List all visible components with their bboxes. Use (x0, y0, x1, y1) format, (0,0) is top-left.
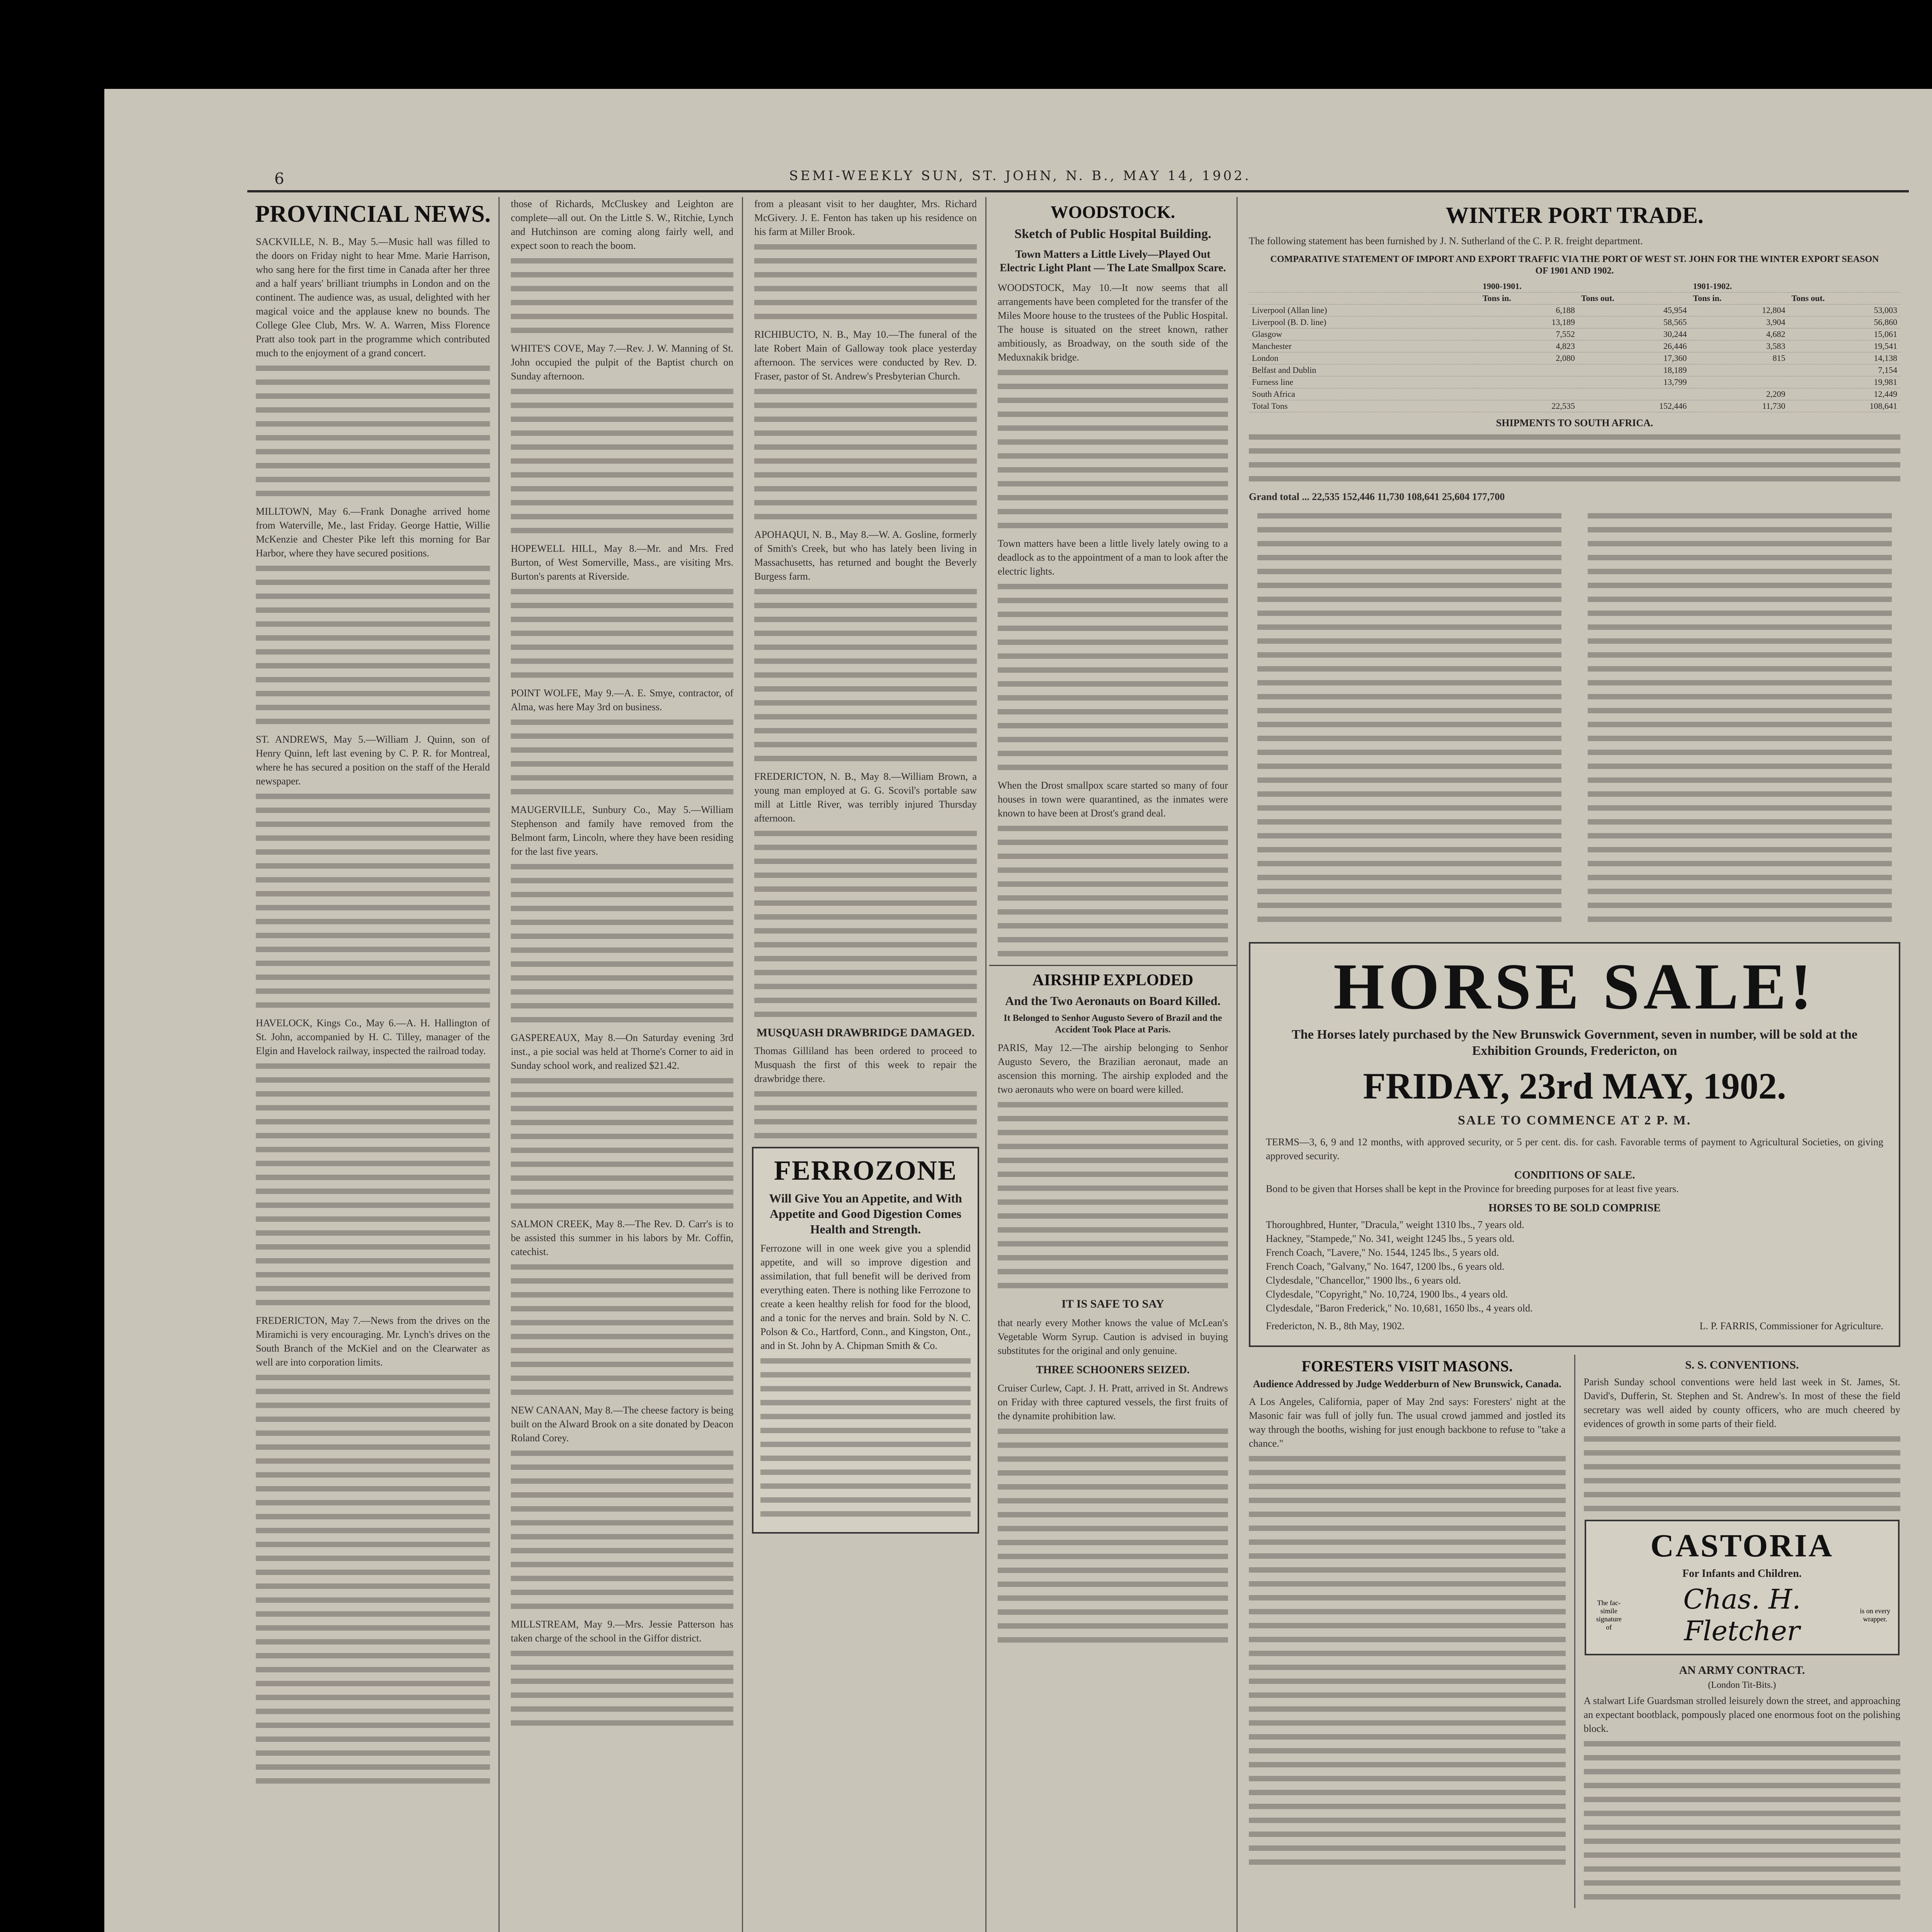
filler-text (998, 826, 1228, 956)
filler-text (998, 370, 1228, 528)
horse-sale-time: SALE TO COMMENCE AT 2 P. M. (1458, 1113, 1692, 1128)
article-foresters: A Los Angeles, California, paper of May 2nd says: Foresters' night at the Masonic fair was full of jolly fun. The usual crowd jammed and jostled its way through the booths, wishing for just enough backbone to refuse to "take a chance." (1249, 1396, 1566, 1449)
article-visit: from a pleasant visit to her daughter, Mrs. Richard McGivery. J. E. Fenton has taken up his residence on his farm at Miller Brook. (754, 198, 977, 237)
headline-woodstock: WOODSTOCK. (1050, 202, 1175, 222)
filler-text (511, 1264, 733, 1395)
article-richibucto: RICHIBUCTO, N. B., May 10.—The funeral of the late Robert Main of Galloway took place yesterday afternoon. The services were conducted by Rev. D. Fraser, pastor of St. Andrew's Presbyterian Church. (754, 329, 977, 382)
filler-text (256, 794, 490, 1008)
filler-text (256, 1063, 490, 1305)
table-header-tons-out: Tons out. (1578, 293, 1690, 304)
filler-text (998, 584, 1228, 770)
filler-text (754, 831, 977, 1017)
table-row (1249, 352, 1900, 364)
table-cell-tons (1578, 388, 1690, 400)
table-cell-tons: 108,641 (1788, 400, 1900, 412)
winter-port-table-wrap (1240, 281, 1909, 412)
filler-text (754, 1091, 977, 1138)
column-woodstock (989, 197, 1238, 1932)
column-3 (746, 197, 986, 1932)
table-cell-tons (1690, 376, 1788, 388)
article-airship: PARIS, May 12.—The airship belonging to Senhor Augusto Severo, the Brazilian aeronaut, made an ascension this morning. The airship exploded and the two aeronauts who were on board were killed. (998, 1042, 1228, 1095)
ferrozone-ad (752, 1147, 979, 1534)
table-cell-port: Total Tons (1249, 400, 1480, 412)
horse-list-item: Clydesdale, "Baron Frederick," No. 10,681, 1650 lbs., 4 years old. (1266, 1302, 1533, 1314)
horse-list-item: Clydesdale, "Chancellor," 1900 lbs., 6 years old. (1266, 1274, 1461, 1286)
filler-text (511, 719, 733, 794)
horse-list-item: French Coach, "Galvany," No. 1647, 1200 lbs., 6 years old. (1266, 1260, 1505, 1272)
castoria-title: CASTORIA (1650, 1528, 1834, 1564)
winter-port-grand-total: Grand total ... 22,535 152,446 11,730 108,641 25,604 177,700 (1249, 491, 1505, 502)
table-cell-port: Liverpool (B. D. line) (1249, 316, 1480, 328)
shipments-heading: SHIPMENTS TO SOUTH AFRICA. (1496, 417, 1653, 429)
castoria-sig-pre: The fac-simile signature of (1596, 1599, 1622, 1631)
horse-sale-list-heading: HORSES TO BE SOLD COMPRISE (1488, 1202, 1661, 1214)
table-cell-tons: 4,682 (1690, 328, 1788, 340)
article-woodstock-hospital: WOODSTOCK, May 10.—It now seems that all arrangements have been completed for the transfer of the Miles Moore house to the trustees of the Public Hospital. The house is situated on the street known, rather ambitiously, as Broadway, on the south side of the Meduxnakik bridge. (998, 282, 1228, 363)
filler-text (511, 1451, 733, 1609)
filler-text (760, 1358, 971, 1517)
headline-safe-to-say: IT IS SAFE TO SAY (1061, 1298, 1164, 1311)
filler-text (511, 1651, 733, 1726)
table-cell-port: South Africa (1249, 388, 1480, 400)
article-havelock: HAVELOCK, Kings Co., May 6.—A. H. Hallington of St. John, accompanied by H. C. Tilley, manager of the Elgin and Havelock railway, inspected the railroad today. (256, 1017, 490, 1057)
article-salmon-creek: SALMON CREEK, May 8.—The Rev. D. Carr's is to be assisted this summer in his labors by Mr. Coffin, catechist. (511, 1218, 733, 1257)
filler-text (511, 864, 733, 1022)
column-right-block (1240, 197, 1909, 1932)
filler-text (1584, 1741, 1901, 1900)
castoria-signature-row (1593, 1583, 1891, 1647)
article-fredericton-brown: FREDERICTON, N. B., May 8.—William Brown, a young man employed at G. G. Scovil's portable saw mill at Little River, was terribly injured Thursday afternoon. (754, 771, 977, 824)
filler-text (511, 589, 733, 678)
subhead-foresters: Audience Addressed by Judge Wedderburn of New Brunswick, Canada. (1253, 1378, 1561, 1389)
subhead-airship-2: It Belonged to Senhor Augusto Severo of Brazil and the Accident Took Place at Paris. (1003, 1013, 1222, 1035)
running-head: SEMI-WEEKLY SUN, ST. JOHN, N. B., MAY 14, 1902. (789, 168, 1251, 184)
table-cell-tons: 30,244 (1578, 328, 1690, 340)
headline-musquash: MUSQUASH DRAWBRIDGE DAMAGED. (756, 1026, 975, 1039)
horse-list-item: Thoroughbred, Hunter, "Dracula," weight 1310 lbs., 7 years old. (1266, 1219, 1524, 1230)
table-cell-port: Glasgow (1249, 328, 1480, 340)
article-apohaqui: APOHAQUI, N. B., May 8.—W. A. Gosline, formerly of Smith's Creek, but who has lately been living in Massachusetts, has returned and bought the Beverly Burgess farm. (754, 529, 977, 582)
table-cell-tons: 13,799 (1578, 376, 1690, 388)
table-cell-tons: 19,541 (1788, 340, 1900, 352)
filler-text (511, 389, 733, 533)
article-woodstock-lights: Town matters have been a little lively lately owing to a deadlock as to the appointment of a man to look after the electric lights. (998, 538, 1228, 577)
table-cell-tons: 6,188 (1480, 304, 1578, 316)
headline-winter-port: WINTER PORT TRADE. (1446, 202, 1704, 228)
article-army-contract: A stalwart Life Guardsman strolled leisurely down the street, and approaching an expectant bootblack, pompously placed one enormous foot on the polishing block. (1583, 1695, 1900, 1734)
table-row (1249, 376, 1900, 388)
table-row (1249, 316, 1900, 328)
filler-text (754, 589, 977, 761)
castoria-sig-post: is on every wrapper. (1860, 1607, 1891, 1623)
table-header-tons-in: Tons in. (1690, 293, 1788, 304)
article-safe-to-say: that nearly every Mother knows the value of McLean's Vegetable Worm Syrup. Caution is advised in buying substitutes for the original and only genuine. (998, 1317, 1228, 1356)
headline-airship: AIRSHIP EXPLODED (989, 965, 1236, 989)
horse-sale-terms: TERMS—3, 6, 9 and 12 months, with approved security, or 5 per cent. dis. for cash. Favorable terms of payment to Agricultural Societies, on giving approved security. (1266, 1136, 1883, 1162)
table-cell-tons: 22,535 (1480, 400, 1578, 412)
table-row (1249, 328, 1900, 340)
horse-sale-title: HORSE SALE! (1333, 950, 1816, 1023)
horse-sale-commissioner: L. P. FARRIS, Commissioner for Agriculture. (1699, 1320, 1883, 1332)
table-row (1249, 340, 1900, 352)
subhead-airship: And the Two Aeronauts on Board Killed. (1005, 994, 1221, 1008)
column-2 (502, 197, 743, 1932)
article-schooners: Cruiser Curlew, Capt. J. H. Pratt, arrived in St. Andrews on Friday with three captured vessels, the first fruits of the dynamite prohibition law. (998, 1382, 1228, 1422)
table-cell-tons: 15,061 (1788, 328, 1900, 340)
table-row (1249, 364, 1900, 376)
table-cell-tons: 19,981 (1788, 376, 1900, 388)
headline-schooners: THREE SCHOONERS SEIZED. (1036, 1364, 1190, 1376)
filler-text (1249, 1456, 1566, 1865)
headline-army-contract: AN ARMY CONTRACT. (1679, 1664, 1805, 1677)
subhead-town-matters: Town Matters a Little Lively—Played Out Electric Light Plant — The Late Smallpox Scare. (1000, 248, 1226, 274)
article-whites-cove: WHITE'S COVE, May 7.—Rev. J. W. Manning of St. John occupied the pulpit of the Baptist church on Sunday afternoon. (511, 343, 733, 382)
table-cell-tons: 12,449 (1788, 388, 1900, 400)
horse-list (1257, 1218, 1892, 1315)
article-sackville: SACKVILLE, N. B., May 5.—Music hall was filled to the doors on Friday night to hear Mme. Marie Harrison, who sang here for the first time in Canada after her three and a half years' brilliant triumphs in London and on the continent. The audience was, as usual, delighted with her magical voice and the applause knew no bounds. The College Glee Club, Mrs. W. A. Warren, Miss Florence Pratt also took part in the programme which contributed much to the enjoyment of a grand concert. (256, 236, 490, 359)
table-header-tons-in: Tons in. (1480, 293, 1578, 304)
headline-provincial-news: PROVINCIAL NEWS. (255, 201, 491, 227)
article-maugerville: MAUGERVILLE, Sunbury Co., May 5.—William Stephenson and family have removed from the Belmont farm, Lincoln, where they have been residing for the last five years. (511, 804, 733, 857)
filler-text (256, 366, 490, 496)
table-row (1249, 400, 1900, 412)
filler-text (998, 1102, 1228, 1288)
commodity-list-right (1588, 513, 1892, 930)
article-drives: those of Richards, McCluskey and Leighton are complete—all out. On the Little S. W., Ritchie, Lynch and Hutchinson are coming along fairly well, and expect soon to reach the boom. (511, 198, 733, 251)
top-rule (247, 190, 1909, 192)
castoria-subtitle: For Infants and Children. (1682, 1568, 1802, 1580)
filler-text (256, 566, 490, 724)
horse-list-item: Clydesdale, "Copyright," No. 10,724, 1900 lbs., 4 years old. (1266, 1288, 1508, 1300)
table-cell-tons: 17,360 (1578, 352, 1690, 364)
winter-port-intro: The following statement has been furnished by J. N. Sutherland of the C. P. R. freight department. (1249, 235, 1643, 247)
table-cell-port: Belfast and Dublin (1249, 364, 1480, 376)
headline-foresters: FORESTERS VISIT MASONS. (1301, 1357, 1513, 1375)
article-new-canaan: NEW CANAAN, May 8.—The cheese factory is being built on the Alward Brook on a site donated by Deacon Roland Corey. (511, 1405, 733, 1444)
article-millstream: MILLSTREAM, May 9.—Mrs. Jessie Patterson has taken charge of the school in the Giffor district. (511, 1619, 733, 1644)
article-fredericton: FREDERICTON, May 7.—News from the drives on the Miramichi is very encouraging. Mr. Lynch's drives on the South Branch of the McKiel and on the Clearwater as well are into corporation limits. (256, 1315, 490, 1368)
subhead-hospital: Sketch of Public Hospital Building. (1014, 226, 1211, 241)
table-cell-tons: 4,823 (1480, 340, 1578, 352)
table-cell-tons (1480, 376, 1578, 388)
table-cell-tons: 53,003 (1788, 304, 1900, 316)
table-cell-tons (1690, 364, 1788, 376)
fletcher-signature: Chas. H. Fletcher (1683, 1583, 1801, 1647)
filler-text (511, 1078, 733, 1209)
foresters-column (1240, 1355, 1575, 1908)
horse-sale-footer (1257, 1315, 1892, 1338)
article-point-wolfe: POINT WOLFE, May 9.—A. E. Smye, contractor, of Alma, was here May 3rd on business. (511, 687, 733, 713)
table-row (1249, 304, 1900, 316)
article-milltown: MILLTOWN, May 6.—Frank Donaghe arrived home from Waterville, Me., last Friday. George Hattie, Willie McKenzie and Chester Pike left this morning for Bar Harbor, where they have secured positions. (256, 506, 490, 559)
table-cell-tons: 7,154 (1788, 364, 1900, 376)
table-cell-tons: 18,189 (1578, 364, 1690, 376)
table-cell-port: Furness line (1249, 376, 1480, 388)
horse-list-item: French Coach, "Lavere," No. 1544, 1245 lbs., 5 years old. (1266, 1247, 1499, 1258)
table-cell-tons: 26,446 (1578, 340, 1690, 352)
commodity-list-left (1257, 513, 1561, 930)
filler-text (1584, 1436, 1901, 1511)
article-musquash: Thomas Gilliland has been ordered to proceed to Musquash the first of this week to repair the drawbridge there. (754, 1045, 977, 1084)
table-cell-tons: 56,860 (1788, 316, 1900, 328)
ferrozone-title: FERROZONE (774, 1155, 957, 1186)
table-header-season2: 1901-1902. (1690, 281, 1900, 293)
horse-list-item: Hackney, "Stampede," No. 341, weight 1245 lbs., 5 years old. (1266, 1233, 1515, 1244)
table-cell-tons: 7,552 (1480, 328, 1578, 340)
table-cell-port: Manchester (1249, 340, 1480, 352)
army-contract-source: (London Tit-Bits.) (1708, 1680, 1776, 1690)
horse-sale-ad (1249, 942, 1900, 1347)
table-header-tons-out: Tons out. (1788, 293, 1900, 304)
table-cell-tons: 12,804 (1690, 304, 1788, 316)
horse-sale-conditions: Bond to be given that Horses shall be kept in the Province for breeding purposes for at least five years. (1266, 1183, 1679, 1194)
table-header-blank (1249, 293, 1480, 304)
commodity-lists (1240, 509, 1909, 934)
table-cell-tons: 2,080 (1480, 352, 1578, 364)
table-cell-tons: 45,954 (1578, 304, 1690, 316)
table-cell-port: London (1249, 352, 1480, 364)
table-cell-tons: 14,138 (1788, 352, 1900, 364)
horse-sale-subtitle: The Horses lately purchased by the New Brunswick Government, seven in number, will be sold at the Exhibition Grounds, Fredericton, on (1292, 1027, 1857, 1058)
column-provincial-news (247, 197, 500, 1932)
page-number: 6 (274, 170, 284, 188)
table-cell-tons: 3,904 (1690, 316, 1788, 328)
castoria-ad (1585, 1520, 1900, 1655)
article-gaspereaux: GASPEREAUX, May 8.—On Saturday evening 3rd inst., a pie social was held at Thorne's Corner to aid in Sunday school work, and realized $21.42. (511, 1032, 733, 1071)
article-woodstock-smallpox: When the Drost smallpox scare started so many of four houses in town were quarantined, as the inmates were known to have been at Drost's grand deal. (998, 780, 1228, 819)
ferrozone-subtitle: Will Give You an Appetite, and With Appetite and Good Digestion Comes Health and Strength. (769, 1191, 962, 1236)
article-hopewell-hill: HOPEWELL HILL, May 8.—Mr. and Mrs. Fred Burton, of West Somerville, Mass., are visiting Mrs. Burton's parents at Riverside. (511, 543, 733, 582)
headline-conventions: S. S. CONVENTIONS. (1685, 1358, 1799, 1371)
table-row (1249, 388, 1900, 400)
table-header-season1: 1900-1901. (1480, 281, 1690, 293)
horse-sale-conditions-heading: CONDITIONS OF SALE. (1514, 1169, 1635, 1181)
horse-sale-place-date: Fredericton, N. B., 8th May, 1902. (1266, 1320, 1405, 1332)
table-cell-tons: 13,189 (1480, 316, 1578, 328)
filler-text (754, 244, 977, 319)
table-cell-tons: 11,730 (1690, 400, 1788, 412)
table-cell-tons: 815 (1690, 352, 1788, 364)
ferrozone-body: Ferrozone will in one week give you a splendid appetite, and will so improve digestion and assimilation, that full benefit will be derived from everything eaten. There is nothing like Ferrozone to create a keen healthy relish for food for the blood, and a tonic for the nerves and brain. Sold by N. C. Polson & Co., Hartford, Conn., and Kingston, Ont., and in St. John by A. Chipman Smith & Co. (760, 1242, 971, 1351)
filler-text (754, 389, 977, 519)
filler-text (256, 1375, 490, 1784)
filler-text (511, 258, 733, 333)
table-cell-tons (1480, 364, 1578, 376)
table-cell-port: Liverpool (Allan line) (1249, 304, 1480, 316)
table-header-blank (1249, 281, 1480, 293)
table-cell-tons: 152,446 (1578, 400, 1690, 412)
article-st-andrews: ST. ANDREWS, May 5.—William J. Quinn, son of Henry Quinn, left last evening by C. P. R. for Montreal, where he has secured a position on the staff of the Herald newspaper. (256, 734, 490, 787)
article-conventions: Parish Sunday school conventions were held last week in St. James, St. David's, Dufferin, St. Stephen and St. Andrew's. In most of these the field secretary was well aided by county officers, who are much cheered by evidences of growth in some parts of their field. (1583, 1376, 1900, 1430)
winter-port-table (1249, 281, 1900, 412)
conventions-column (1575, 1355, 1909, 1908)
filler-text (1249, 434, 1900, 481)
table-cell-tons: 3,583 (1690, 340, 1788, 352)
table-cell-tons: 58,565 (1578, 316, 1690, 328)
filler-text (998, 1429, 1228, 1643)
bottom-columns (1240, 1355, 1909, 1908)
newspaper-page (104, 89, 1932, 1932)
table-cell-tons: 2,209 (1690, 388, 1788, 400)
horse-sale-date: FRIDAY, 23rd MAY, 1902. (1363, 1065, 1786, 1107)
table-cell-tons (1480, 388, 1578, 400)
winter-port-table-title: COMPARATIVE STATEMENT OF IMPORT AND EXPORT TRAFFIC VIA THE PORT OF WEST ST. JOHN FOR THE WINTER EXPORT SEASON OF 1901 AND 1902. (1270, 254, 1879, 276)
